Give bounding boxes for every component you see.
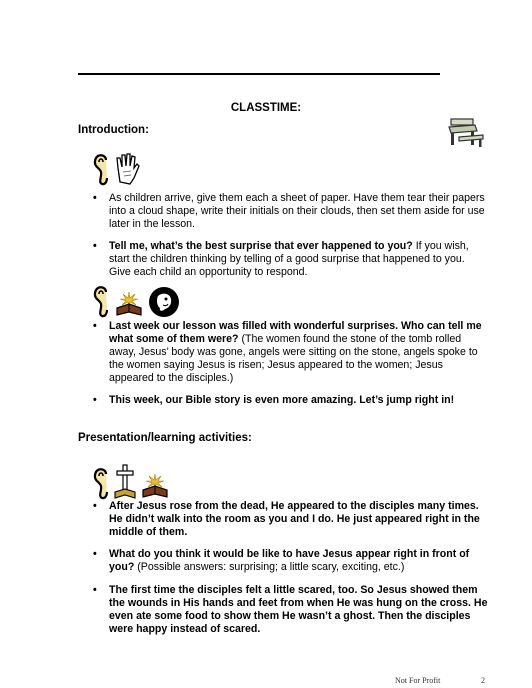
introduction-heading: Introduction:	[78, 124, 149, 136]
bullet-text: If you wish, start the children thinking by telling of a good surprise that happened to you. Give each child an opportunity to respond.	[109, 240, 469, 278]
presentation-heading: Presentation/learning activities:	[78, 432, 252, 444]
desk-icon	[445, 115, 485, 154]
icon-row-1	[92, 152, 140, 186]
bullet-text: (Possible answers: surprising; a little scary, exciting, etc.)	[134, 561, 405, 573]
bullet-bold-text: What do you think it would be like to have Jesus appear right in front of you?	[109, 548, 470, 573]
bullet-marker: •	[93, 548, 97, 560]
bullet-bold-text: Tell me, what’s the best surprise that ever happened to you?	[109, 240, 413, 252]
bullet-bold-text: The first time the disciples felt a little scared, too. So Jesus showed them the wounds in His hands and feet from when He was hung on the cross. He even ate some food to show them He wasn’t a ghost. Then the disciples were happy instead of scared.	[109, 584, 488, 635]
ear-icon	[92, 152, 110, 186]
bullet-bold-text: Last week our lesson was filled with wonderful surprises. Who can tell me what some of them were?	[109, 320, 482, 345]
icon-row-2	[92, 284, 180, 318]
page-title: CLASSTIME:	[230, 102, 302, 114]
ear-icon	[92, 466, 110, 500]
hand-icon	[114, 152, 140, 186]
bible-icon	[114, 288, 144, 318]
bullet-marker: •	[93, 192, 97, 204]
page-number: 2	[481, 676, 485, 685]
face-icon	[148, 286, 180, 318]
top-rule	[78, 73, 440, 75]
bullet-marker: •	[93, 240, 97, 252]
bullet-marker: •	[93, 320, 97, 332]
bullet-bold-text: This week, our Bible story is even more amazing. Let’s jump right in!	[109, 394, 455, 406]
ear-icon	[92, 284, 110, 318]
bullet-marker: •	[93, 500, 97, 512]
bullet-marker: •	[93, 394, 97, 406]
bullet-bold-text: After Jesus rose from the dead, He appeared to the disciples many times. He didn’t walk into the room as you and I do. He just appeared right in the middle of them.	[109, 500, 480, 538]
bullet-text: (The women found the stone of the tomb rolled away, Jesus’ body was gone, angels were sitting on the stone, angels spoke to the women saying Jesus is risen; Jesus appeared to the women; Jesus appeared to the disciples.)	[109, 333, 478, 384]
bullet-text: As children arrive, give them each a sheet of paper. Have them tear their papers into a cloud shape, write their initials on their clouds, then set them aside for use later in the lesson.	[109, 192, 485, 230]
icon-row-3	[92, 464, 170, 500]
bible-icon	[140, 470, 170, 500]
footer-note: Not For Profit	[395, 676, 441, 685]
cross-icon	[114, 464, 136, 500]
bullet-marker: •	[93, 584, 97, 596]
